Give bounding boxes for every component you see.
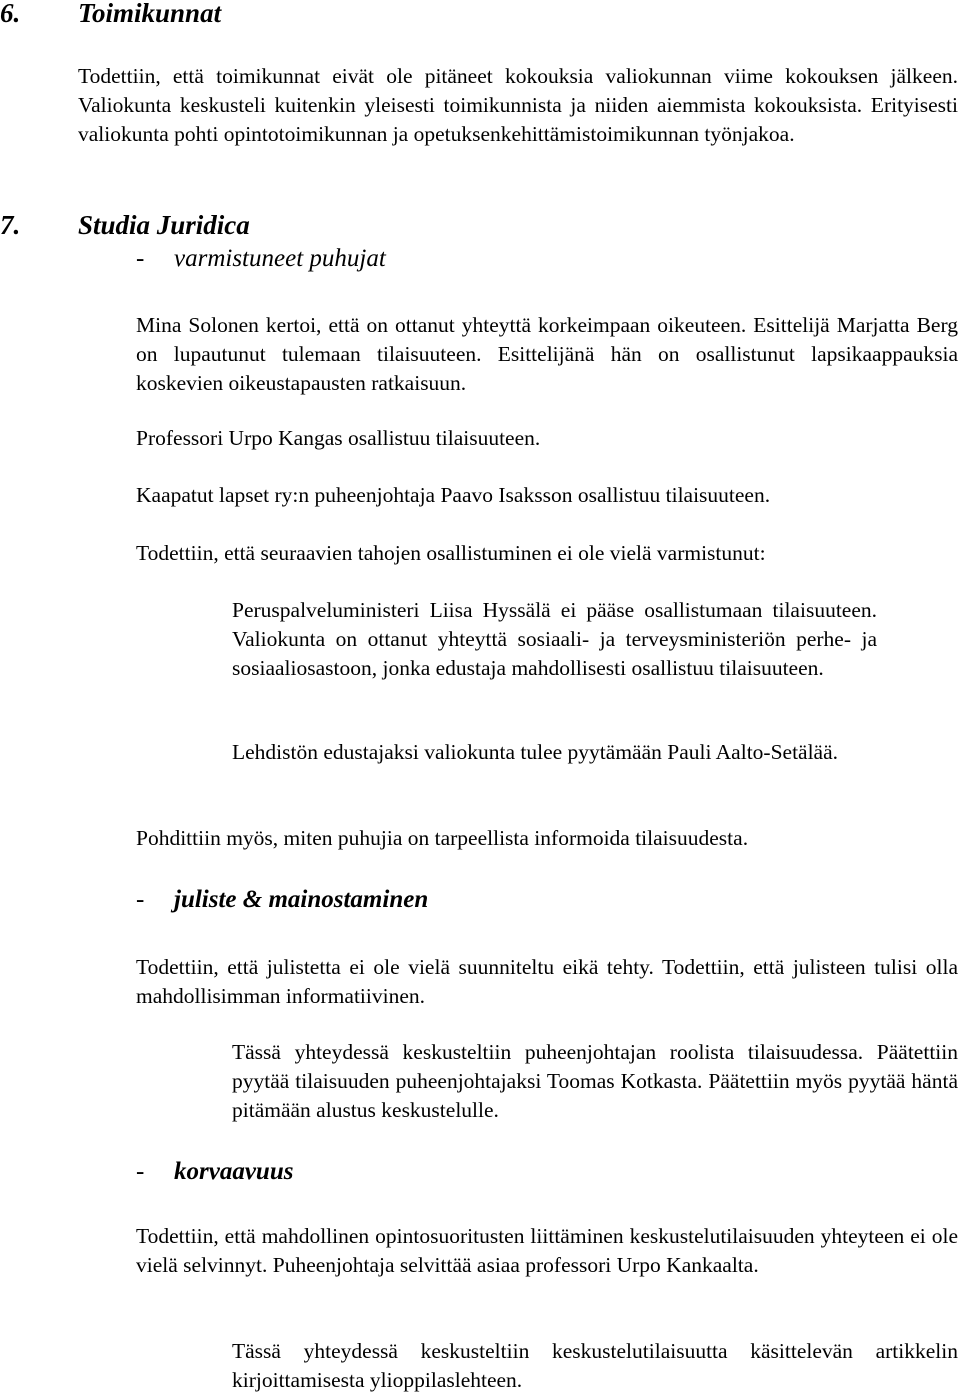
subsection-heading-credit — [136, 1157, 293, 1187]
subsection-dash: - — [136, 1158, 145, 1185]
subsection-heading-speakers — [136, 244, 386, 274]
section-6-heading — [0, 0, 221, 28]
section-title: Studia Juridica — [78, 210, 250, 240]
speakers-indented-paragraph-1: Peruspalveluministeri Liisa Hyssälä ei pääse osallistumaan tilaisuuteen. Valiokunta on ottanut yhteyttä sosiaali- ja terveysministeriön perhe- ja sosiaaliosastoon, jonka edustaja mahdollisesti osallistuu tilaisuuteen. — [232, 598, 877, 680]
subsection-title: varmistuneet puhujat — [174, 245, 386, 272]
poster-paragraph-1: Todettiin, että julistetta ei ole vielä suunniteltu eikä tehty. Todettiin, että julisteen tulisi olla mahdollisimman informatiivinen. — [136, 955, 958, 1008]
subsection-dash: - — [136, 245, 145, 272]
subsection-title: juliste & mainostaminen — [174, 886, 429, 913]
speakers-paragraph-1: Mina Solonen kertoi, että on ottanut yhteyttä korkeimpaan oikeuteen. Esittelijä Marjatta Berg on lupautunut tulemaan tilaisuuteen. Esittelijänä hän on osallistunut lapsikaappauksia koskevien oikeustapausten ratkaisuun. — [136, 313, 958, 395]
subsection-dash: - — [136, 886, 145, 913]
section-6-paragraph: Todettiin, että toimikunnat eivät ole pitäneet kokouksia valiokunnan viime kokouksen jälkeen. Valiokunta keskusteli kuitenkin yleisesti toimikunnista ja niiden aiemmista kokouksista. Erityisesti valiokunta pohti opintotoimikunnan ja opetuksenkehittämistoimikunnan työnjakoa. — [78, 64, 958, 146]
speakers-paragraph-5: Pohdittiin myös, miten puhujia on tarpeellista informoida tilaisuudesta. — [136, 826, 749, 850]
section-7-heading — [0, 210, 250, 240]
section-title: Toimikunnat — [78, 0, 222, 28]
speakers-paragraph-4: Todettiin, että seuraavien tahojen osallistuminen ei ole vielä varmistunut: — [136, 541, 766, 565]
section-number: 6. — [0, 0, 21, 28]
speakers-indented-paragraph-2: Lehdistön edustajaksi valiokunta tulee pyytämään Pauli Aalto-Setälää. — [232, 740, 839, 764]
speakers-paragraph-3: Kaapatut lapset ry:n puheenjohtaja Paavo Isaksson osallistuu tilaisuuteen. — [136, 483, 771, 507]
subsection-title: korvaavuus — [174, 1158, 294, 1185]
credit-paragraph-1: Todettiin, että mahdollinen opintosuoritusten liittäminen keskustelutilaisuuden yhteyteen ei ole vielä selvinnyt. Puheenjohtaja selvittää asiaa professori Urpo Kankaalta. — [136, 1224, 958, 1277]
speakers-paragraph-2: Professori Urpo Kangas osallistuu tilaisuuteen. — [136, 426, 541, 450]
poster-indented-paragraph: Tässä yhteydessä keskusteltiin puheenjohtajan roolista tilaisuudessa. Päätettiin pyytää tilaisuuden puheenjohtajaksi Toomas Kotkasta. Päätettiin myös pyytää häntä pitämään alustus keskustelulle. — [232, 1040, 958, 1122]
credit-indented-paragraph: Tässä yhteydessä keskusteltiin keskustelutilaisuutta käsittelevän artikkelin kirjoittamisesta ylioppilaslehteen. — [232, 1339, 958, 1392]
section-number: 7. — [0, 210, 21, 240]
subsection-heading-poster — [136, 885, 428, 915]
